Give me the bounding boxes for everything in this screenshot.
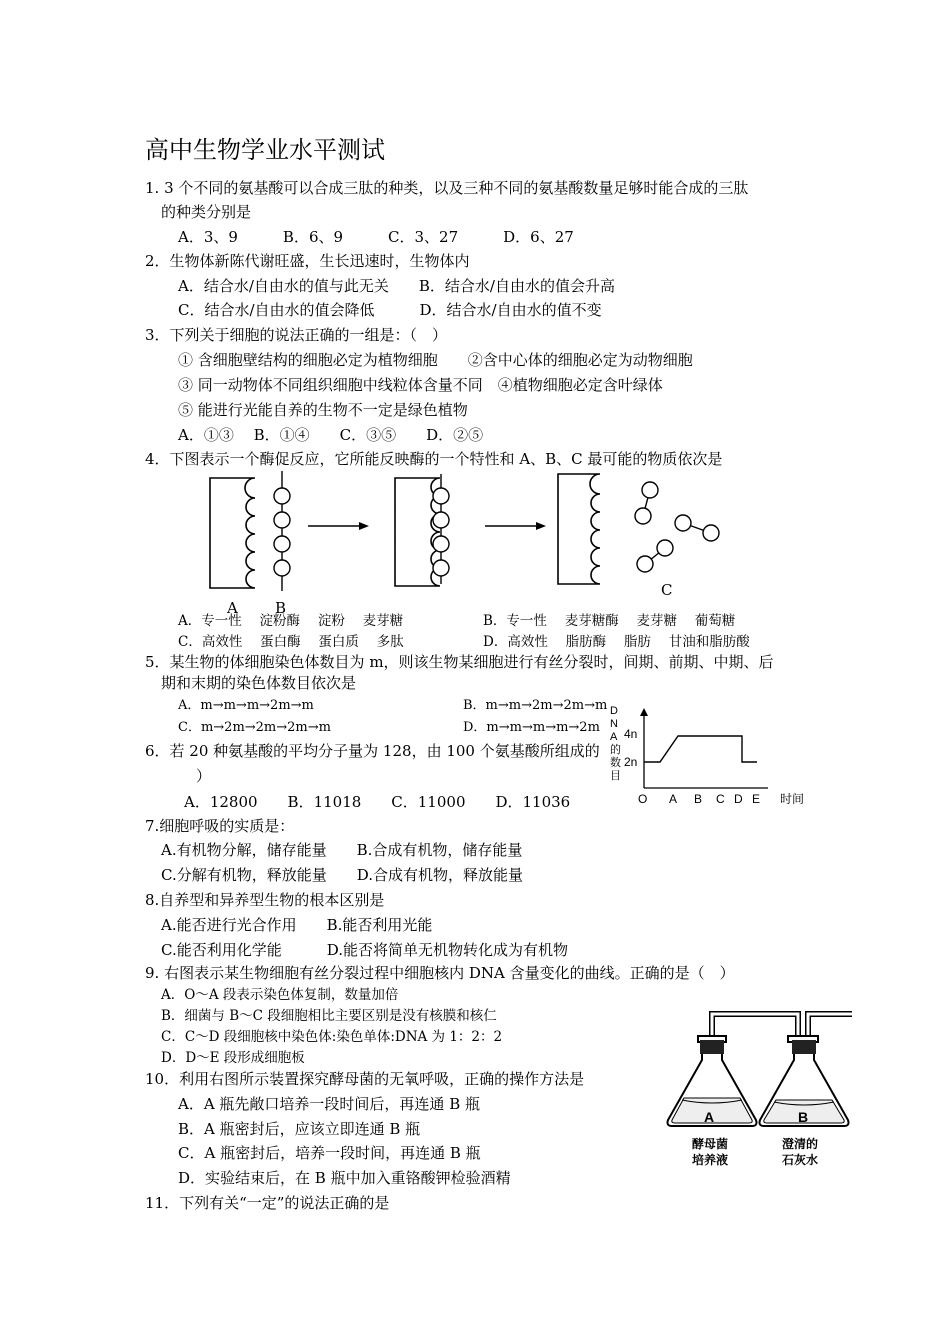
q1-stem-line2: 的种类分别是 [161, 203, 252, 221]
q5-option-b: B．m→m→2m→2m→m [463, 698, 608, 713]
product-unit [642, 482, 658, 498]
q10-option-b: B．A 瓶密封后，应该立即连通 B 瓶 [178, 1120, 421, 1138]
q10-option-d: D．实验结束后，在 B 瓶中加入重铬酸钾检验酒精 [178, 1169, 511, 1187]
q6-options: A．12800 B．11018 C．11000 D．11036 [184, 793, 571, 811]
graph-x-label-c: C [716, 792, 725, 806]
q10-option-c: C．A 瓶密封后，培养一段时间，再连通 B 瓶 [178, 1144, 481, 1162]
flask-a-letter: A [704, 1109, 715, 1125]
q2-stem: 2．生物体新陈代谢旺盛，生长迅速时，生物体内 [145, 252, 470, 270]
q5-option-c: C．m→2m→2m→2m→m [178, 720, 331, 735]
q2-options-cd: C．结合水/自由水的值会降低 D．结合水/自由水的值不变 [178, 301, 602, 319]
flask-b-letter: B [798, 1109, 809, 1125]
q4-stem: 4．下图表示一个酶促反应，它所能反映酶的一个特性和 A、B、C 最可能的物质依次是 [145, 450, 723, 468]
product-unit [675, 515, 691, 531]
product-unit [657, 540, 673, 556]
enzyme-shape-3 [558, 474, 600, 584]
q3-statements-34: ③ 同一动物体不同组织细胞中线粒体含量不同 ④植物细胞必定含叶绿体 [178, 376, 663, 394]
product-unit [635, 508, 651, 524]
flask-a-caption-2: 培养液 [692, 1153, 729, 1167]
q4-option-c: C．高效性 蛋白酶 蛋白质 多肽 [178, 634, 404, 650]
graph-y-tick-2n: 2n [624, 755, 638, 769]
q4-option-b: B．专一性 麦芽糖酶 麦芽糖 葡萄糖 [483, 613, 736, 629]
q8-stem: 8.自养型和异养型生物的根本区别是 [145, 891, 385, 909]
q9-stem: 9. 右图表示某生物细胞有丝分裂过程中细胞核内 DNA 含量变化的曲线。正确的是（ ） [145, 964, 735, 982]
substrate-unit [274, 560, 290, 576]
flask-a-caption-1: 酵母菌 [692, 1137, 729, 1151]
q4-label-b: B [275, 599, 287, 617]
graph-ylabel-shu: 数 [610, 757, 621, 769]
q8-options-ab: A.能否进行光合作用 B.能否利用光能 [161, 916, 433, 934]
q2-options-ab: A．结合水/自由水的值与此无关 B．结合水/自由水的值会升高 [178, 277, 615, 295]
graph-ylabel-mu: 目 [610, 770, 621, 782]
q10-option-a: A．A 瓶先敞口培养一段时间后，再连通 B 瓶 [178, 1095, 480, 1113]
q9-option-b: B．细菌与 B～C 段细胞相比主要区别是没有核膜和核仁 [161, 1008, 497, 1024]
arrow-head-1 [359, 522, 369, 530]
q3-statements-12: ① 含细胞壁结构的细胞必定为植物细胞 ②含中心体的细胞必定为动物细胞 [178, 351, 693, 369]
q9-option-a: A．O～A 段表示染色体复制，数量加倍 [161, 987, 399, 1003]
q4-label-a: A [227, 599, 238, 617]
page-title: 高中生物学业水平测试 [145, 136, 385, 164]
q7-stem: 7.细胞呼吸的实质是： [145, 817, 295, 835]
dna-content-graph [600, 700, 820, 810]
q5-option-d: D．m→m→m→m→2m [463, 720, 600, 735]
q6-stem: 6．若 20 种氨基酸的平均分子量为 128，由 100 个氨基酸所组成的 [145, 742, 600, 760]
q11-stem: 11．下列有关“一定”的说法正确的是 [145, 1194, 390, 1212]
enzyme-shape-1 [210, 478, 255, 588]
substrate-unit [274, 512, 290, 528]
q1-options: A．3、9 B．6、9 C．3、27 D．6、27 [178, 228, 574, 246]
q5-stem-line1: 5．某生物的体细胞染色体数目为 m，则该生物某细胞进行有丝分裂时，间期、前期、中期、后 [145, 653, 774, 671]
q3-statement-5: ⑤ 能进行光能自养的生物不一定是绿色植物 [178, 401, 468, 419]
q8-options-cd: C.能否利用化学能 D.能否将简单无机物转化成为有机物 [161, 941, 568, 959]
q6-stem-clip [145, 741, 600, 763]
graph-ylabel-n: N [610, 718, 618, 730]
substrate-unit [274, 536, 290, 552]
graph-ylabel-de: 的 [610, 744, 621, 756]
q5-option-b-clip [463, 696, 608, 716]
graph-x-label-o: O [638, 792, 648, 806]
q1-stem-line1: 1. 3 个不同的氨基酸可以合成三肽的种类，以及三种不同的氨基酸数量足够时能合成的三肽 [145, 179, 749, 197]
q5-option-d-clip [463, 718, 600, 738]
q3-stem: 3．下列关于细胞的说法正确的一组是：（ ） [145, 326, 448, 344]
substrate-unit [274, 488, 290, 504]
q9-option-d: D．D～E 段形成细胞板 [161, 1050, 305, 1066]
q4-label-c: C [661, 581, 673, 599]
q4-option-a: A．专一性 淀粉酶 淀粉 麦芽糖 [178, 613, 404, 629]
enzyme-reaction-diagram [195, 466, 735, 616]
flask-b-caption-2: 石灰水 [782, 1153, 819, 1167]
flask-b-caption-1: 澄清的 [782, 1137, 819, 1151]
q5-option-a: A．m→m→m→2m→m [178, 698, 314, 713]
q6-paren: ） [196, 767, 212, 785]
q7-options-ab: A.有机物分解，储存能量 B.合成有机物，储存能量 [161, 841, 523, 859]
outlet-tube [808, 1014, 852, 1038]
graph-x-label-a: A [669, 792, 678, 806]
arrow-head-2 [536, 522, 546, 530]
q9-option-c: C．C～D 段细胞核中染色体:染色单体:DNA 为 1：2：2 [161, 1029, 503, 1045]
graph-x-label-e: E [752, 792, 761, 806]
q4-option-d: D．高效性 脂肪酶 脂肪 甘油和脂肪酸 [483, 634, 750, 650]
graph-x-label-d: D [734, 792, 743, 806]
q3-options: A．①③ B．①④ C．③⑤ D．②⑤ [178, 426, 484, 444]
q5-stem-line2: 期和末期的染色体数目依次是 [161, 674, 357, 692]
graph-dna-curve [644, 736, 757, 762]
q7-options-cd: C.分解有机物，释放能量 D.合成有机物，释放能量 [161, 866, 523, 884]
product-unit [703, 525, 719, 541]
graph-x-label-b: B [694, 792, 703, 806]
graph-x-title: 时间 [780, 792, 805, 806]
graph-y-tick-4n: 4n [624, 727, 638, 741]
q10-stem: 10．利用右图所示装置探究酵母菌的无氧呼吸，正确的操作方法是 [145, 1070, 585, 1088]
yeast-flask-apparatus [660, 1002, 860, 1177]
graph-ylabel-a: A [610, 731, 618, 743]
graph-ylabel-d: D [610, 705, 618, 717]
product-unit [637, 556, 653, 572]
